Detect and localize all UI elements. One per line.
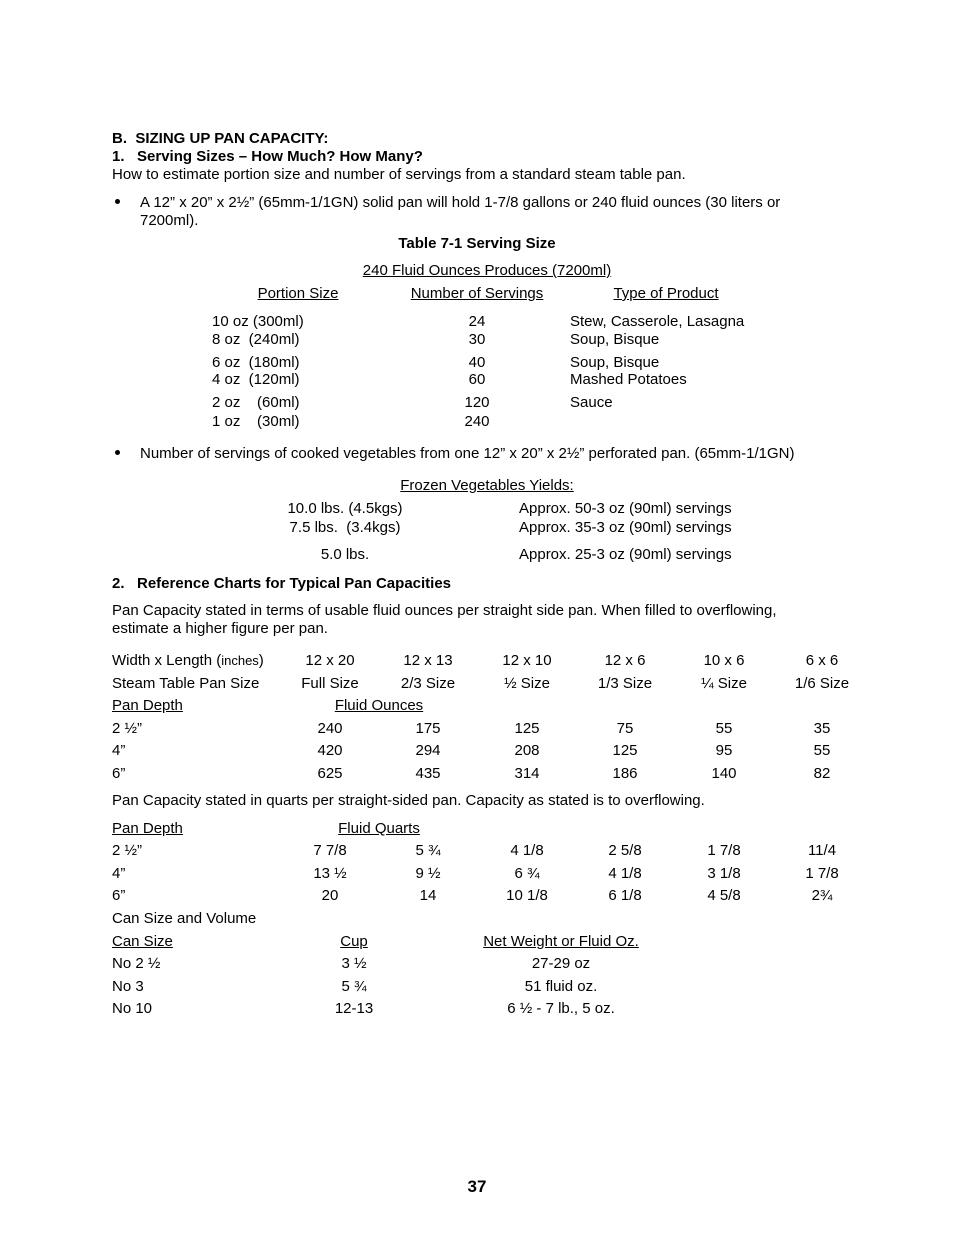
table-cell: 75 <box>616 720 634 737</box>
pan-depth: 4” <box>112 742 126 759</box>
table-cell: 7 7/8 <box>313 842 347 859</box>
column-header-product: Type of Product <box>613 285 719 302</box>
pan-depth: 2 ½” <box>112 842 143 859</box>
table-cell: 30 <box>468 331 486 348</box>
column-header-portion: Portion Size <box>257 285 339 302</box>
bullet-dot <box>115 450 120 455</box>
table-cell: 175 <box>415 720 441 737</box>
frozen-yield: Approx. 25-3 oz (90ml) servings <box>519 546 732 563</box>
pan-dimension: 12 x 20 <box>305 652 355 669</box>
quarts-paragraph: Pan Capacity stated in quarts per straight-sided pan. Capacity as stated is to overflowing. <box>112 792 705 809</box>
table-cell: No 2 ½ <box>112 955 161 972</box>
table-cell: No 10 <box>112 1000 153 1017</box>
table-cell: 1 7/8 <box>805 865 839 882</box>
table-cell: 2 5/8 <box>608 842 642 859</box>
fluid-quarts-header: Fluid Quarts <box>338 820 420 837</box>
table-cell: Sauce <box>570 394 613 411</box>
table-cell: 95 <box>715 742 733 759</box>
table-cell: 625 <box>317 765 343 782</box>
bullet-dot <box>115 199 120 204</box>
table-cell: 4 oz (120ml) <box>212 371 300 388</box>
table-cell: Mashed Potatoes <box>570 371 687 388</box>
pan-fraction: ¼ Size <box>701 675 747 692</box>
table-cell: 13 ½ <box>313 865 347 882</box>
frozen-title: Frozen Vegetables Yields: <box>400 477 574 494</box>
table-cell: 24 <box>468 313 486 330</box>
table-cell: 4 1/8 <box>608 865 642 882</box>
table-cell: 435 <box>415 765 441 782</box>
table-cell: 2¾ <box>811 887 833 904</box>
table-cell: 6 oz (180ml) <box>212 354 300 371</box>
pan-depth-header: Pan Depth <box>112 820 183 837</box>
section2-paragraph-line1: Pan Capacity stated in terms of usable fluid ounces per straight side pan. When filled to overflowing, <box>112 602 777 619</box>
subsection-heading: 1. Serving Sizes – How Much? How Many? <box>112 148 423 165</box>
table-cell: 240 <box>317 720 343 737</box>
pan-dimension: 12 x 6 <box>604 652 646 669</box>
table-cell: 120 <box>464 394 490 411</box>
table-cell: 10 oz (300ml) <box>212 313 304 330</box>
net-weight-header: Net Weight or Fluid Oz. <box>483 933 639 950</box>
table-cell: 6 ¾ <box>514 865 540 882</box>
table-cell: 5 ¾ <box>415 842 441 859</box>
table-cell: 14 <box>419 887 437 904</box>
table-subtitle: 240 Fluid Ounces Produces (7200ml) <box>362 262 612 279</box>
width-length-label: Width x Length (inches) <box>112 652 264 669</box>
table-cell: 4 5/8 <box>707 887 741 904</box>
table-cell: 3 1/8 <box>707 865 741 882</box>
table-cell: 6 1/8 <box>608 887 642 904</box>
table-cell: 1 7/8 <box>707 842 741 859</box>
table-cell: 5 ¾ <box>341 978 367 995</box>
table-cell: Soup, Bisque <box>570 354 660 371</box>
table-cell: 82 <box>813 765 831 782</box>
frozen-yield: Approx. 35-3 oz (90ml) servings <box>519 519 732 536</box>
table-title: Table 7-1 Serving Size <box>398 235 556 252</box>
table-cell: 125 <box>612 742 638 759</box>
bullet1-line2: 7200ml). <box>140 212 199 229</box>
table-cell: No 3 <box>112 978 144 995</box>
table-cell: Soup, Bisque <box>570 331 660 348</box>
table-cell: 240 <box>464 413 490 430</box>
bullet1-line1: A 12” x 20” x 2½” (65mm-1/1GN) solid pan will hold 1-7/8 gallons or 240 fluid ounces (30 liters or <box>140 194 781 211</box>
pan-dimension: 12 x 10 <box>502 652 552 669</box>
table-cell: 9 ½ <box>415 865 441 882</box>
table-cell: 11/4 <box>807 842 837 859</box>
table-cell: 6 ½ - 7 lb., 5 oz. <box>507 1000 615 1017</box>
table-cell: 8 oz (240ml) <box>212 331 300 348</box>
pan-depth: 6” <box>112 887 126 904</box>
table-cell: 10 1/8 <box>506 887 548 904</box>
pan-depth: 2 ½” <box>112 720 143 737</box>
pan-dimension: 10 x 6 <box>703 652 745 669</box>
pan-depth-header: Pan Depth <box>112 697 183 714</box>
frozen-weight: 5.0 lbs. <box>320 546 370 563</box>
table-cell: 60 <box>468 371 486 388</box>
table-cell: 208 <box>514 742 540 759</box>
section2-paragraph-line2: estimate a higher figure per pan. <box>112 620 328 637</box>
table-cell: 125 <box>514 720 540 737</box>
bullet2-text: Number of servings of cooked vegetables from one 12” x 20” x 2½” perforated pan. (65mm-1/1GN) <box>140 445 795 462</box>
table-cell: 314 <box>514 765 540 782</box>
table-cell: 55 <box>715 720 733 737</box>
table-cell: 4 1/8 <box>510 842 544 859</box>
pan-depth: 4” <box>112 865 126 882</box>
table-cell: 27-29 oz <box>531 955 591 972</box>
table-cell: 12-13 <box>334 1000 374 1017</box>
table-cell: Stew, Casserole, Lasagna <box>570 313 745 330</box>
can-size-header: Can Size <box>112 933 173 950</box>
table-cell: 140 <box>711 765 737 782</box>
table-cell: 51 fluid oz. <box>524 978 598 995</box>
frozen-weight: 10.0 lbs. (4.5kgs) <box>287 500 403 517</box>
pan-fraction: ½ Size <box>504 675 550 692</box>
can-size-title: Can Size and Volume <box>112 910 257 927</box>
table-cell: 3 ½ <box>341 955 367 972</box>
pan-depth: 6” <box>112 765 126 782</box>
column-header-servings: Number of Servings <box>410 285 544 302</box>
table-cell: 20 <box>321 887 339 904</box>
pan-fraction: 2/3 Size <box>400 675 456 692</box>
fluid-ounces-header: Fluid Ounces <box>334 697 424 714</box>
section-heading: B. SIZING UP PAN CAPACITY: <box>112 130 329 147</box>
page-number: 37 <box>467 1177 487 1196</box>
frozen-yield: Approx. 50-3 oz (90ml) servings <box>519 500 732 517</box>
cup-header: Cup <box>340 933 368 950</box>
steam-table-pan-size-label: Steam Table Pan Size <box>112 675 260 692</box>
section2-heading: 2. Reference Charts for Typical Pan Capacities <box>112 575 452 592</box>
table-cell: 35 <box>813 720 831 737</box>
pan-dimension: 6 x 6 <box>805 652 839 669</box>
pan-fraction: 1/3 Size <box>597 675 653 692</box>
table-cell: 2 oz (60ml) <box>212 394 300 411</box>
table-cell: 420 <box>317 742 343 759</box>
table-cell: 1 oz (30ml) <box>212 413 300 430</box>
table-cell: 294 <box>415 742 441 759</box>
intro-text: How to estimate portion size and number of servings from a standard steam table pan. <box>112 166 686 183</box>
pan-fraction: Full Size <box>301 675 359 692</box>
frozen-weight: 7.5 lbs. (3.4kgs) <box>289 519 401 536</box>
pan-fraction: 1/6 Size <box>794 675 850 692</box>
table-cell: 40 <box>468 354 486 371</box>
table-cell: 186 <box>612 765 638 782</box>
table-cell: 55 <box>813 742 831 759</box>
pan-dimension: 12 x 13 <box>403 652 453 669</box>
